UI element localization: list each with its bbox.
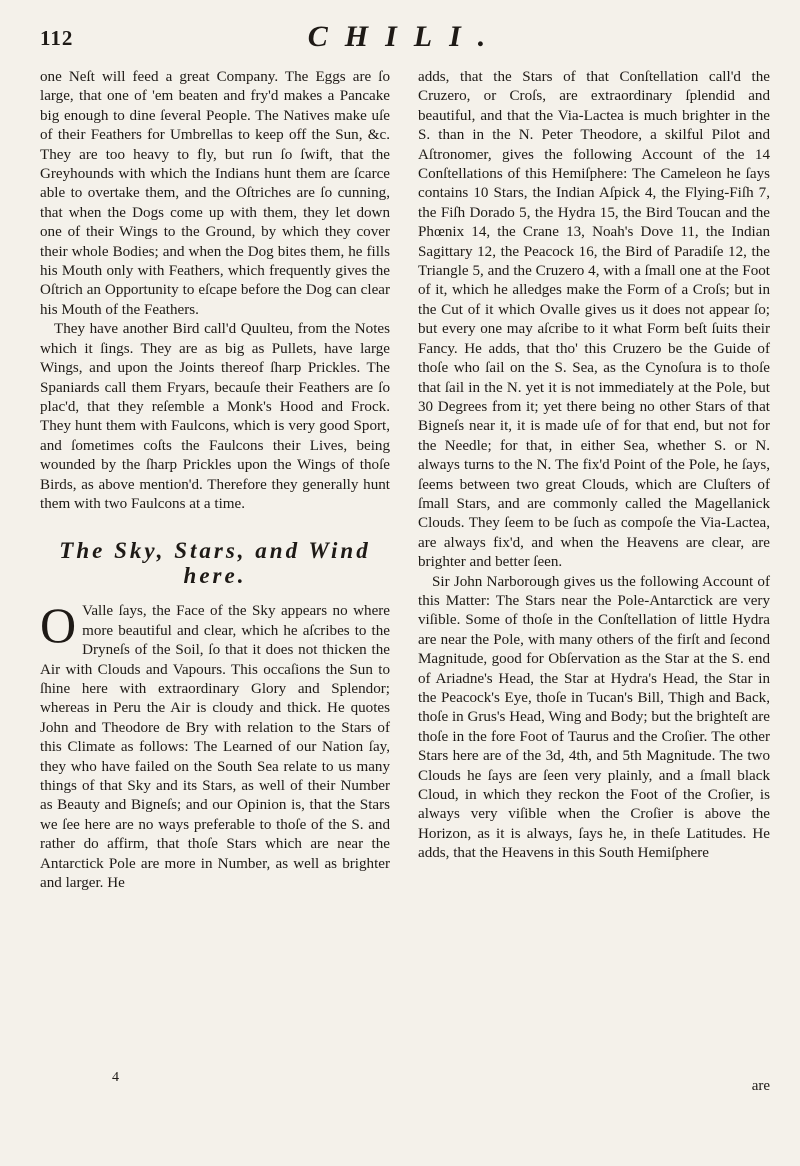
paragraph-narborough: Sir John Narborough gives us the following Account of this Matter: The Stars near the Pole-Antarctick are very viſible. Some of thoſe in the Conſtellation of little Hydra are near the Pole, with many others of the firſt and ſecond Magnitude, good for Obſervation as the Star at the S. end of Ariadne's Head, the Star at Hydra's Head, the Star in the Peacock's Eye, thoſe in Tucan's Bill, Thigh and Back, thoſe in Grus's Head, Wing and Body; but the brighteſt are thoſe in the fore Foot of Taurus and the Croſier. The other Stars here are of the 3d, 4th, and 5th Magnitude. The two Clouds he ſays are ſeen very plainly, and a ſmall black Cloud, in which they reckon the Foot of the Croſier, is always very viſible when the Croſier is above the Horizon, as it is always, ſays he, in theſe Latitudes. He adds, that the Heavens in this South Hemiſphere [418, 573, 770, 862]
paragraph-sky-text: Valle ſays, the Face of the Sky appears no where more beautiful and clear, which he aſcribes to the Dryneſs of the Soil, ſo that it does not thicken the Air with Clouds and Vapours. This occaſions the Sun to ſhine here with extraordinary Glory and Splendor; whereas in Peru the Air is cloudy and thick. He quotes John and Theodore de Bry with relation to the Stars of this Climate as follows: The Learned of our Nation ſay, they who have failed on the South Sea relate to us many things of that Sky and its Stars, as well of their Number as Beauty and Bigneſs; and our Opinion is, that the Stars we ſee here are no ways preferable to thoſe of the S. and rather do affirm, that thoſe Stars which are near the Antarctick Pole are more in Number, as well as brighter and larger. He [40, 603, 390, 892]
page-number: 112 [40, 26, 74, 50]
paragraph-ostrich: one Neſt will feed a great Company. The Eggs are ſo large, that one of 'em beaten and fry'd makes a Pancake big enough to dine ſeveral People. The Natives make uſe of their Feathers for Umbrellas to keep off the Sun, &c. They are too heavy to fly, but run ſo ſwift, that the Greyhounds with which the Indians hunt them are ſcarce able to overtake them, and the Oſtriches are ſo cunning, that when the Dogs come up with them, they let down one of their Wings to the Ground, by which they cover their whole Bodies; and when the Dog bites them, he fills his Mouth only with Feathers, which frequently gives the Oſtrich an Opportunity to eſcape before the Dog can clear his Mouth of the Feathers. [40, 69, 390, 318]
paragraph-quulteu: They have another Bird call'd Quulteu, from the Notes which it ſings. They are as big as Pullets, have large Wings, and upon the Joints thereof ſharp Prickles. The Spaniards call them Fryars, becauſe their Feathers are ſo plac'd, that they reſemble a Monk's Hood and Frock. They hunt them with Faulcons, which is very good Sport, and ſometimes coſts the Faulcons their Lives, being wounded by the ſharp Prickles upon the Wings of thoſe Birds, as above mention'd. Therefore they generally hunt them with two Faulcons at a time. [40, 321, 390, 512]
section-heading: The Sky, Stars, and Wind here. [59, 538, 371, 589]
paragraph-cruzero: adds, that the Stars of that Conſtellation call'd the Cruzero, or Croſs, are extraordinary ſplendid and beautiful, and that the Via-Lactea is much brighter in the S. than in the N. Peter Theodore, a skilful Pilot and Aſtronomer, gives the following Account of the 14 Conſtellations of this Hemiſphere: The Cameleon he ſays contains 10 Stars, the Indian Aſpick 4, the Flying-Fiſh 7, the Fiſh Dorado 5, the Hydra 15, the Bird Toucan and the Phœnix 14, the Crane 13, Noah's Dove 11, the Indian Sagittary 12, the Peacock 16, the Bird of Paradiſe 12, the Triangle 5, and the Cruzero 4, with a ſmall one at the Foot of it, which he alledges make the Form of a Croſs; but in the Cut of it which Ovalle gives us it does not appear ſo; but every one may aſcribe to it what Form beſt ſuits their Fancy. He adds, that tho' this Cruzero be the Guide of thoſe who ſail on the S. Sea, as the Cynoſura is to thoſe that ſail in the N. yet it is not immediately at the Pole, but 30 Degrees from it; yet there being no other Stars of that Bigneſs near it, it is made uſe of for that end, but not for the Needle; for that, in either Sea, whether S. or N. always turns to the N. The fix'd Point of the Pole, he ſays, ſeems between two great Clouds, which are Cluſters of ſmall Stars, and are commonly called the Magellanick Clouds. They ſeem to be ſuch as compoſe the Via-Lactea, are always fix'd, and when the Heavens are clear, are brighter and better ſeen. [418, 69, 770, 571]
paragraph-sky [40, 597, 390, 893]
dropcap-letter: O [40, 597, 77, 654]
signature-mark: 4 [112, 1070, 119, 1085]
catchword: are [751, 1078, 770, 1094]
left-column [40, 68, 390, 893]
page-header [40, 20, 770, 60]
right-column [418, 68, 770, 864]
running-head: CHILI. [307, 20, 503, 53]
